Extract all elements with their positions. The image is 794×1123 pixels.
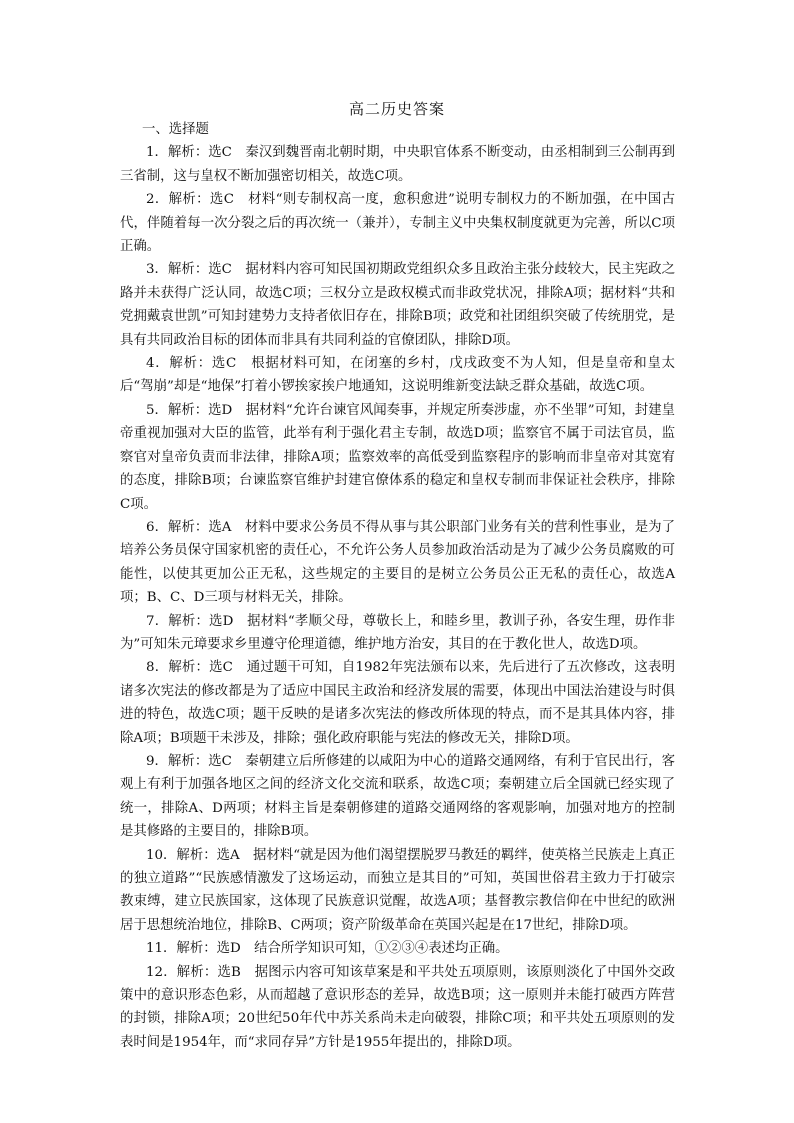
answer-9: 9．解析：选C 秦朝建立后所修建的以咸阳为中心的道路交通网络，有利于官民出行，客观上有利于加强各地区之间的经济文化交流和联系，故选C项；秦朝建立后全国就已经实现了统一，排除A、D两项；材料主旨是秦朝修建的道路交通网络的客观影响，加强对地方的控制是其修路的主要目的，排除B项。	[120, 753, 675, 840]
answer-7: 7．解析：选D 据材料“孝顺父母，尊敬长上，和睦乡里，教训子孙，各安生理，毋作非为”可知朱元璋要求乡里遵守伦理道德，维护地方治安，其目的在于教化世人，故选D项。	[120, 613, 675, 652]
section-heading: 一、选择题	[142, 122, 209, 137]
answer-11: 11．解析：选D 结合所学知识可知，①②③④表述均正确。	[146, 941, 509, 957]
answer-1: 1．解析：选C 秦汉到魏晋南北朝时期，中央职官体系不断变动，由丞相制到三公制再到三省制，这与皇权不断加强密切相关，故选C项。	[120, 145, 675, 184]
answer-content	[120, 118, 675, 1054]
answer-6: 6．解析：选A 材料中要求公务员不得从事与其公职部门业务有关的营利性事业，是为了培养公务员保守国家机密的责任心，不允许公务人员参加政治活动是为了减少公务员腐败的可能性，以使其更加公正无私，这些规定的主要目的是树立公务员公正无私的责任心，故选A项；B、C、D三项与材料无关，排除。	[120, 519, 675, 606]
document-title: 高二历史答案	[348, 100, 445, 118]
answer-10: 10．解析：选A 据材料“就是因为他们渴望摆脱罗马教廷的羁绊，使英格兰民族走上真正的独立道路”“民族感情激发了这场运动，而独立是其目的”可知，英国世俗君主致力于打破宗教束缚，建立民族国家，这体现了民族意识觉醒，故选A项；基督教宗教信仰在中世纪的欧洲居于思想统治地位，排除B、C两项；资产阶级革命在英国兴起是在17世纪，排除D项。	[120, 847, 676, 933]
answer-4: 4．解析：选C 根据材料可知，在闭塞的乡村，戊戌政变不为人知，但是皇帝和皇太后“驾崩”却是“地保”打着小锣挨家挨户地通知，这说明维新变法缺乏群众基础，故选C项。	[120, 356, 675, 395]
answer-8: 8．解析：选C 通过题干可知，自1982年宪法颁布以来，先后进行了五次修改，这表明诸多次宪法的修改都是为了适应中国民主政治和经济发展的需要，体现出中国法治建设与时俱进的特色，故选C项；题干反映的是诸多次宪法的修改所体现的特点，而不是其具体内容，排除A项；B项题干未涉及，排除；强化政府职能与宪法的修改无关，排除D项。	[120, 660, 675, 746]
answer-12: 12．解析：选B 据图示内容可知该草案是和平共处五项原则，该原则淡化了中国外交政策中的意识形态色彩，从而超越了意识形态的差异，故选B项；这一原则并未能打破西方阵营的封锁，排除A项；20世纪50年代中苏关系尚未走向破裂，排除C项；和平共处五项原则的发表时间是1954年，而“求同存异”方针是1955年提出的，排除D项。	[120, 964, 675, 1050]
answer-3: 3．解析：选C 据材料内容可知民国初期政党组织众多且政治主张分歧较大，民主宪政之路并未获得广泛认同，故选C项；三权分立是政权模式而非政党状况，排除A项；据材料“共和党拥戴袁世凯”可知封建势力支持者依旧存在，排除B项；政党和社团组织突破了传统朋党，是具有共同政治目标的团体而非具有共同利益的官僚团队，排除D项。	[120, 262, 675, 348]
answer-2: 2．解析：选C 材料“则专制权高一度，愈积愈进”说明专制权力的不断加强，在中国古代，伴随着每一次分裂之后的再次统一（兼并），专制主义中央集权制度就更为完善，所以C项正确。	[120, 192, 675, 255]
answer-5: 5．解析：选D 据材料“允许台谏官风闻奏事，并规定所奏涉虚，亦不坐罪”可知，封建皇帝重视加强对大臣的监管，此举有利于强化君主专制，故选D项；监察官不属于司法官员，监察官对皇帝负责而非法律，排除A项；监察效率的高低受到监察程序的影响而非皇帝对其宽宥的态度，排除B项；台谏监察官维护封建官僚体系的稳定和皇权专制而非保证社会秩序，排除C项。	[120, 402, 675, 512]
